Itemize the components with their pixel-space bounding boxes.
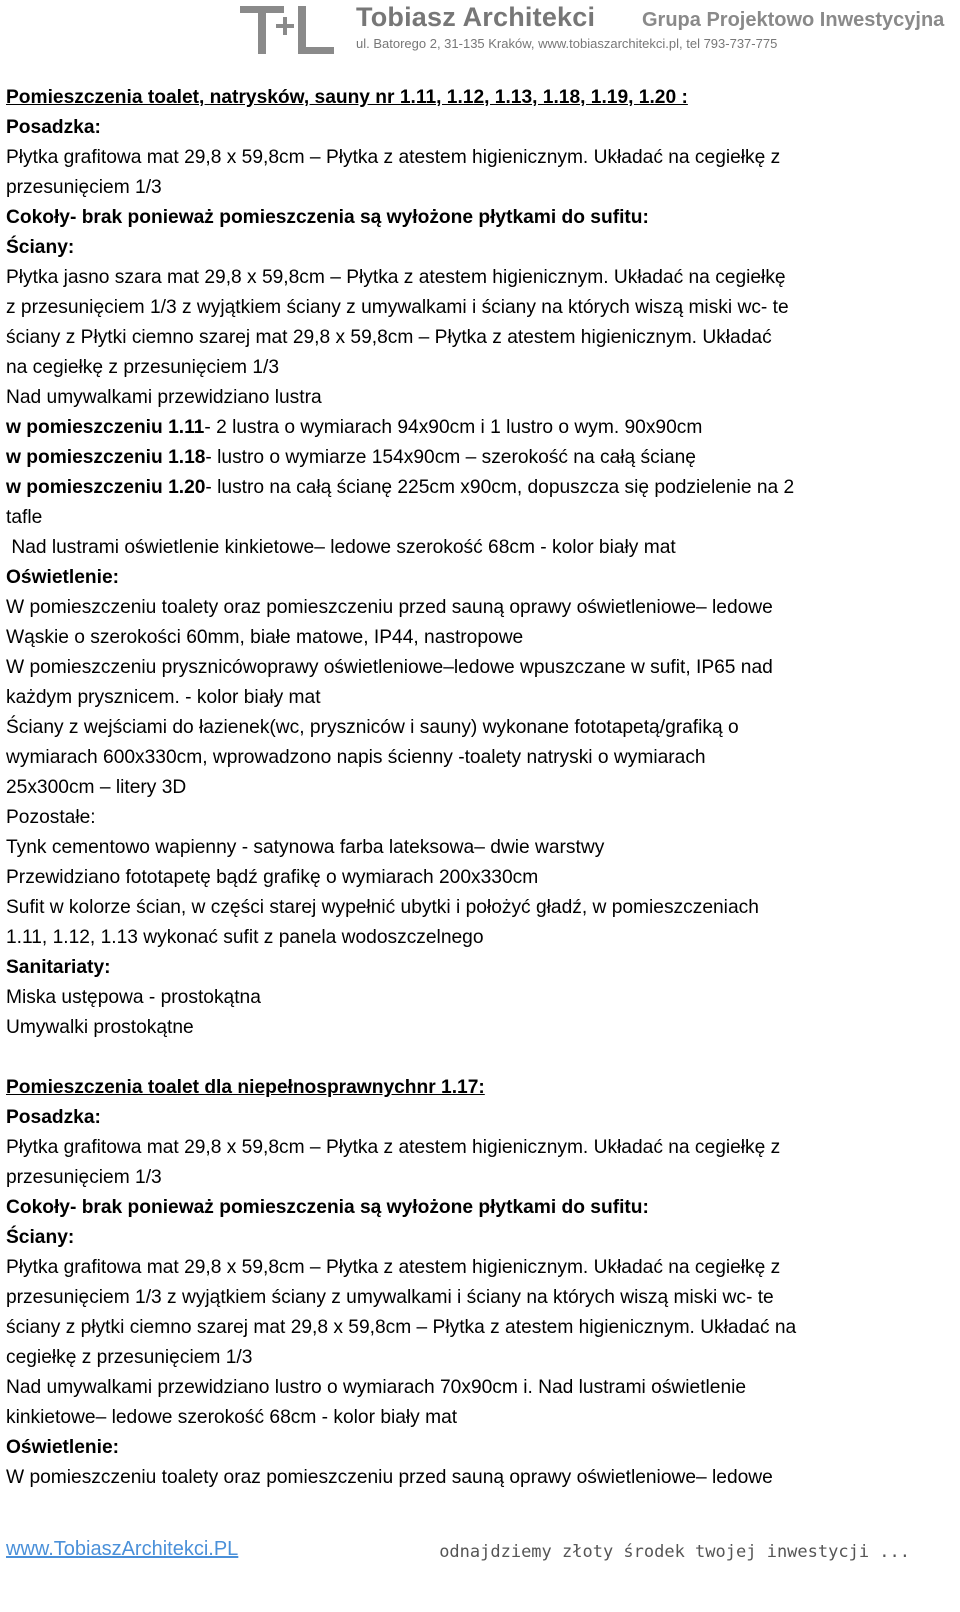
paragraph-line: W pomieszczeniu toalety oraz pomieszczeniu przed sauną oprawy oświetleniowe– ledowe [6,1467,773,1488]
paragraph-line: Nad umywalkami przewidziano lustra [6,387,322,408]
paragraph-line: Sufit w kolorze ścian, w części starej wypełnić ubytki i położyć gładź, w pomieszczeniach [6,897,759,918]
heading-sanitariaty: Sanitariaty: [6,957,111,978]
paragraph-line: tafle [6,507,43,528]
spacer [6,1043,946,1073]
brand-subtitle: Grupa Projektowo Inwestycyjna [642,9,945,31]
company-logo [240,4,336,56]
room-text: - lustro na całą ścianę 225cm x90cm, dopuszcza się podzielenie na 2 [205,477,795,498]
paragraph-line: Ściany z wejściami do łazienek(wc, pryszniców i sauny) wykonane fototapetą/grafiką o [6,717,739,738]
room-text: - 2 lustra o wymiarach 94x90cm i 1 lustro o wym. 90x90cm [204,417,703,438]
paragraph-line: na cegiełkę z przesunięciem 1/3 [6,357,280,378]
paragraph-line: cegiełkę z przesunięciem 1/3 [6,1347,253,1368]
paragraph-line: Nad umywalkami przewidziano lustro o wymiarach 70x90cm i. Nad lustrami oświetlenie [6,1377,747,1398]
brand-name: Tobiasz Architekci [356,2,596,32]
mirror-room-line [6,443,946,473]
paragraph-line: Płytka grafitowa mat 29,8 x 59,8cm – Płytka z atestem higienicznym. Układać na cegiełkę z [6,1137,781,1158]
room-label: w pomieszczeniu 1.20 [6,477,206,498]
paragraph-line: ściany z Płytki ciemno szarej mat 29,8 x 59,8cm – Płytka z atestem higienicznym. Układać [6,327,772,348]
section-title: Pomieszczenia toalet, natrysków, sauny nr 1.11, 1.12, 1.13, 1.18, 1.19, 1.20 : [6,87,688,108]
paragraph-line: przesunięciem 1/3 [6,1167,162,1188]
paragraph-line: Tynk cementowo wapienny - satynowa farba lateksowa– dwie warstwy [6,837,605,858]
room-text: - lustro o wymiarze 154x90cm – szerokość na całą ścianę [205,447,696,468]
heading-pozostale: Pozostałe: [6,807,96,828]
footer-tagline: odnajdziemy złoty środek twojej inwestycji ... [439,1542,910,1562]
footer-website-link[interactable]: www.TobiaszArchitekci.PL [6,1538,239,1560]
heading-cokoly: Cokoły- brak ponieważ pomieszczenia są wyłożone płytkami do sufitu: [6,207,649,228]
paragraph-line: Płytka jasno szara mat 29,8 x 59,8cm – Płytka z atestem higienicznym. Układać na cegiełkę [6,267,786,288]
paragraph-line: przesunięciem 1/3 z wyjątkiem ściany z umywalkami i ściany na których wiszą miski wc- te [6,1287,774,1308]
room-label: w pomieszczeniu 1.11 [6,417,205,438]
paragraph-line: Płytka grafitowa mat 29,8 x 59,8cm – Płytka z atestem higienicznym. Układać na cegiełkę z [6,147,781,168]
heading-cokoly: Cokoły- brak ponieważ pomieszczenia są wyłożone płytkami do sufitu: [6,1197,649,1218]
paragraph-line: Płytka grafitowa mat 29,8 x 59,8cm – Płytka z atestem higienicznym. Układać na cegiełkę z [6,1257,781,1278]
heading-sciany: Ściany: [6,1227,75,1248]
paragraph-line: Przewidziano fototapetę bądź grafikę o wymiarach 200x330cm [6,867,539,888]
paragraph-line: Umywalki prostokątne [6,1017,194,1038]
paragraph-line: 25x300cm – litery 3D [6,777,187,798]
paragraph-line: kinkietowe– ledowe szerokość 68cm - kolor biały mat [6,1407,458,1428]
mirror-room-line [6,413,946,443]
room-label: w pomieszczeniu 1.18 [6,447,206,468]
heading-oswietlenie: Oświetlenie: [6,1437,120,1458]
paragraph-line: wymiarach 600x330cm, wprowadzono napis ścienny -toalety natryski o wymiarach [6,747,706,768]
document-body [6,83,946,1493]
heading-oswietlenie: Oświetlenie: [6,567,120,588]
heading-posadzka: Posadzka: [6,1107,101,1128]
page-header [0,0,960,64]
heading-sciany: Ściany: [6,237,75,258]
paragraph-line: Miska ustępowa - prostokątna [6,987,261,1008]
paragraph-line: W pomieszczeniu toalety oraz pomieszczeniu przed sauną oprawy oświetleniowe– ledowe [6,597,773,618]
section-title: Pomieszczenia toalet dla niepełnosprawnychnr 1.17: [6,1077,485,1098]
paragraph-line: W pomieszczeniu prysznicówoprawy oświetleniowe–ledowe wpuszczane w sufit, IP65 nad [6,657,773,678]
paragraph-line: Wąskie o szerokości 60mm, białe matowe, IP44, nastropowe [6,627,524,648]
company-address: ul. Batorego 2, 31-135 Kraków, www.tobiaszarchitekci.pl, tel 793-737-775 [356,36,778,51]
heading-posadzka: Posadzka: [6,117,101,138]
paragraph-line: przesunięciem 1/3 [6,177,162,198]
paragraph-line: ściany z płytki ciemno szarej mat 29,8 x 59,8cm – Płytka z atestem higienicznym. Układać na [6,1317,797,1338]
paragraph-line: 1.11, 1.12, 1.13 wykonać sufit z panela wodoszczelnego [6,927,484,948]
paragraph-line: Nad lustrami oświetlenie kinkietowe– ledowe szerokość 68cm - kolor biały mat [6,537,676,558]
paragraph-line: każdym prysznicem. - kolor biały mat [6,687,321,708]
paragraph-line: z przesunięciem 1/3 z wyjątkiem ściany z umywalkami i ściany na których wiszą miski wc- te [6,297,789,318]
mirror-room-line [6,473,946,503]
